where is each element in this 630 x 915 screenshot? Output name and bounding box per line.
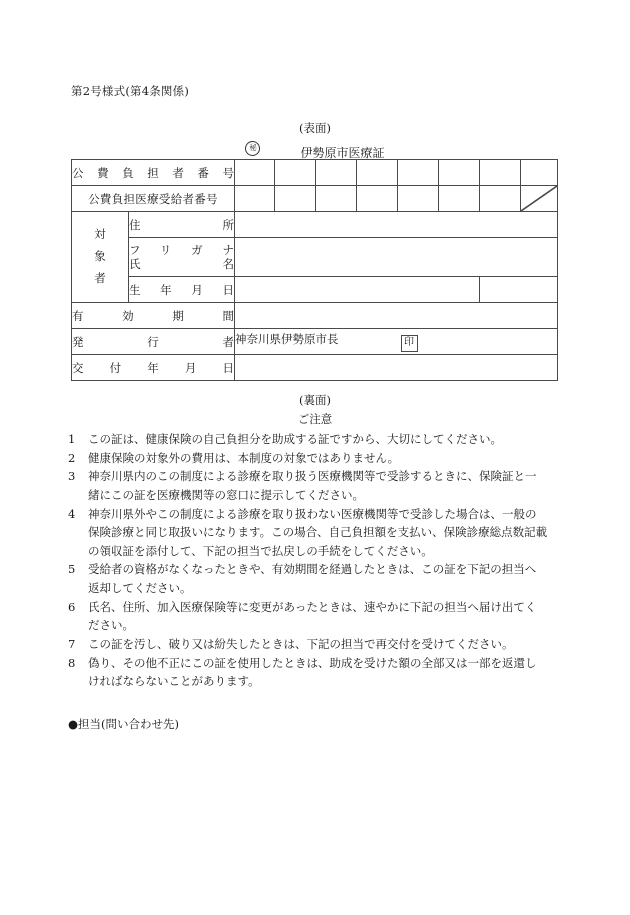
payer-number-cell-6[interactable] [439, 160, 480, 186]
notice-item-line: 健康保険の対象外の費用は、本制度の対象ではありません。 [88, 450, 400, 465]
notice-item [68, 505, 573, 561]
notice-item-number: 6 [68, 599, 76, 614]
recipient-number-cell-6[interactable] [439, 186, 480, 212]
front-side-label: (表面) [299, 121, 331, 135]
table-row-recipient-number [72, 186, 558, 212]
birthdate-extra-field[interactable] [480, 277, 558, 303]
payer-number-cell-1[interactable] [235, 160, 275, 186]
table-row-issue-date [72, 355, 558, 381]
notice-item-line: この証を汚し、破り又は紛失したときは、下記の担当で再交付を受けてください。 [88, 636, 514, 651]
recipient-number-cell-4[interactable] [357, 186, 398, 212]
notice-item [68, 560, 573, 597]
notice-list [68, 430, 573, 691]
subject-char-3: 者 [94, 270, 106, 285]
notice-item-line: 神奈川県外やこの制度による診療を取り扱わない医療機関等で受診した場合は、一般の [88, 506, 537, 521]
issuer-seal-icon: 印 [401, 335, 418, 352]
form-number: 第2号様式(第4条関係) [71, 84, 190, 98]
notice-item-line: 氏名、住所、加入医療保険等に変更があったときは、速やかに下記の担当へ届け出てく [88, 599, 537, 614]
notice-item-text [88, 560, 573, 597]
recipient-number-cell-5[interactable] [398, 186, 439, 212]
payer-number-cell-7[interactable] [480, 160, 521, 186]
notice-item-text [88, 430, 573, 449]
notice-item [68, 635, 573, 654]
certificate-table [71, 159, 558, 381]
issue-date-label: 交付年月日 [72, 355, 235, 381]
notice-item-line: の領収証を添付して、下記の担当で払戻しの手続をしてください。 [88, 543, 433, 558]
subject-vertical-label [72, 212, 129, 303]
back-side-label: (裏面) [299, 393, 331, 407]
notice-item-text [88, 467, 573, 504]
notice-item-text [88, 598, 573, 635]
contact-heading: ●担当(問い合わせ先) [68, 717, 180, 731]
payer-number-cell-2[interactable] [275, 160, 316, 186]
address-value-field[interactable] [235, 212, 558, 238]
recipient-number-cell-8-struck [521, 186, 558, 212]
notice-item-line: 偽り、その他不正にこの証を使用したときは、助成を受けた額の全部又は一部を返還し [88, 655, 537, 670]
notice-item-line: 返却してください。 [88, 581, 192, 595]
valid-period-label: 有効期間 [72, 303, 235, 329]
notice-item [68, 449, 573, 468]
recipient-number-cell-2[interactable] [275, 186, 316, 212]
payer-number-cell-4[interactable] [357, 160, 398, 186]
recipient-number-cell-3[interactable] [316, 186, 357, 212]
notice-item-line: 神奈川県内のこの制度による診療を取り扱う医療機関等で受診するときに、保険証と一 [88, 469, 537, 484]
name-value-field[interactable] [235, 238, 558, 277]
issuer-value-field [235, 329, 558, 355]
notice-item-number: 7 [68, 636, 76, 651]
birthdate-value-field[interactable] [235, 277, 480, 303]
notice-item-line: ださい。 [88, 618, 134, 633]
payer-number-cell-8[interactable] [521, 160, 558, 186]
recipient-number-cell-1[interactable] [235, 186, 275, 212]
notice-item-text [88, 449, 573, 468]
valid-period-value-field[interactable] [235, 303, 558, 329]
notice-item-text [88, 635, 573, 654]
secret-seal-icon: 秘 [245, 141, 260, 156]
furigana-name-label [129, 238, 235, 277]
table-row-valid-period [72, 303, 558, 329]
table-row-issuer [72, 329, 558, 355]
notice-item-line: 緒にこの証を医療機関等の窓口に提示してください。 [88, 487, 364, 502]
subject-char-2: 象 [94, 249, 106, 264]
notice-item [68, 654, 573, 691]
recipient-number-cell-7[interactable] [480, 186, 521, 212]
notice-item-number: 8 [68, 655, 76, 670]
notice-item-line: 保険診療と同じ取扱いになります。この場合、自己負担額を支払い、保険診療総点数記載 [88, 525, 548, 540]
notice-item-number: 5 [68, 562, 76, 577]
notice-item-text [88, 654, 573, 691]
notice-item [68, 467, 573, 504]
table-row-name [72, 238, 558, 277]
notice-item [68, 598, 573, 635]
public-payer-number-label: 公費負担者番号 [72, 160, 235, 186]
notice-item [68, 430, 573, 449]
issue-date-value-field[interactable] [235, 355, 558, 381]
notice-item-number: 3 [68, 469, 76, 484]
notice-item-number: 2 [68, 450, 76, 465]
payer-number-cell-5[interactable] [398, 160, 439, 186]
certificate-title-row [0, 141, 630, 161]
address-label: 住所 [129, 212, 235, 238]
table-row-address [72, 212, 558, 238]
furigana-label: フリガナ [129, 242, 234, 257]
recipient-number-label: 公費負担医療受給者番号 [72, 186, 235, 212]
notice-item-line: この証は、健康保険の自己負担分を助成する証ですから、大切にしてください。 [88, 432, 502, 446]
table-row-public-payer-number [72, 160, 558, 186]
table-row-birthdate [72, 277, 558, 303]
notice-item-line: ければならないことがあります。 [88, 674, 260, 689]
notice-item-number: 4 [68, 506, 76, 521]
certificate-title: 伊勢原市医療証 [300, 146, 385, 160]
name-label: 氏名 [129, 257, 234, 271]
issuer-label: 発行者 [72, 329, 235, 355]
subject-char-1: 対 [94, 227, 106, 242]
payer-number-cell-3[interactable] [316, 160, 357, 186]
notice-heading: ご注意 [297, 412, 333, 426]
notice-item-line: 受給者の資格がなくなったときや、有効期間を経過したときは、この証を下記の担当へ [88, 562, 537, 577]
birthdate-label: 生年月日 [129, 277, 235, 303]
issuer-name: 神奈川県伊勢原市長 [235, 332, 339, 346]
notice-item-number: 1 [68, 432, 76, 446]
notice-item-text [88, 505, 573, 561]
